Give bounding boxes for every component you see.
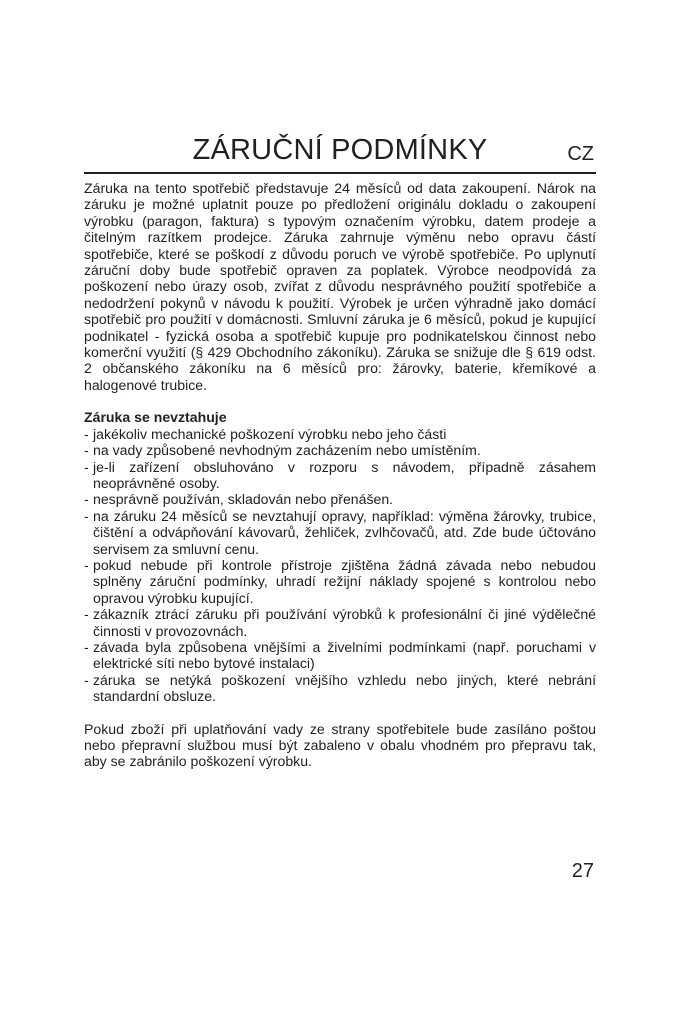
list-item bbox=[84, 426, 596, 442]
list-item bbox=[84, 639, 596, 672]
list-dash: - bbox=[84, 507, 89, 524]
list-item-text: nesprávně používán, skladován nebo přenášen. bbox=[93, 491, 394, 508]
page-number: 27 bbox=[571, 860, 594, 882]
title-divider bbox=[84, 172, 596, 174]
exclusions-list bbox=[84, 426, 596, 705]
list-item bbox=[84, 672, 596, 705]
list-dash: - bbox=[84, 671, 89, 688]
list-item-text: záruka se netýká poškození vnějšího vzhledu nebo jiných, které nebrání standardní obsluze. bbox=[93, 671, 596, 705]
paragraph-spacer bbox=[84, 393, 596, 409]
exclusions-heading: Záruka se nevztahuje bbox=[84, 409, 227, 426]
list-item-text: je-li zařízení obsluhováno v rozporu s návodem, případně zásahem neoprávněné osoby. bbox=[93, 458, 596, 491]
list-dash: - bbox=[84, 638, 89, 655]
warranty-content bbox=[84, 180, 596, 770]
list-dash: - bbox=[84, 606, 89, 623]
list-item-text: na záruku 24 měsíců se nevztahují opravy, například: výměna žárovky, trubice, čištění a odvápňování kávovarů, žehliček, zvlhčovačů, atd. Zde bude účtováno servisem za smluvní cenu. bbox=[93, 507, 596, 557]
list-item-text: pokud nebude při kontrole přístroje zjištěna žádná závada nebo nebudou splněny záruční podmínky, uhradí režijní náklady spojené s kontrolou nebo opravou výrobku kupující. bbox=[93, 556, 596, 606]
list-item bbox=[84, 491, 596, 507]
list-dash: - bbox=[84, 425, 89, 442]
list-item bbox=[84, 442, 596, 458]
language-code: CZ bbox=[567, 143, 594, 165]
list-dash: - bbox=[84, 556, 89, 573]
list-item-text: závada byla způsobena vnějšími a živelními podmínkami (např. poruchami v elektrické síti nebo bytové instalaci) bbox=[93, 638, 596, 672]
list-item-text: jakékoliv mechanické poškození výrobku nebo jeho části bbox=[93, 425, 447, 442]
list-item bbox=[84, 606, 596, 639]
page-title: ZÁRUČNÍ PODMÍNKY bbox=[192, 134, 488, 166]
list-dash: - bbox=[84, 491, 89, 508]
list-dash: - bbox=[84, 442, 89, 459]
list-item-text: zákazník ztrácí záruku při používání výrobků k profesionální či jiné výdělečné činnosti v provozovnách. bbox=[93, 606, 596, 639]
list-dash: - bbox=[84, 458, 89, 475]
list-item-text: na vady způsobené nevhodným zacházením nebo umístěním. bbox=[93, 442, 481, 459]
list-item bbox=[84, 459, 596, 492]
list-item bbox=[84, 557, 596, 606]
list-item bbox=[84, 508, 596, 557]
closing-paragraph: Pokud zboží při uplatňování vady ze strany spotřebitele bude zasíláno poštou nebo přepravní službou musí být zabaleno v obalu vhodném pro přepravu tak, aby se zabránilo poškození výrobku. bbox=[84, 720, 596, 770]
paragraph-spacer bbox=[84, 705, 596, 721]
intro-paragraph: Záruka na tento spotřebič představuje 24 měsíců od data zakoupení. Nárok na záruku je možné uplatnit pouze po předložení originálu dokladu o zakoupení výrobku (paragon, faktura) s typovým označením výrobku, datem prodeje a čitelným razítkem prodejce. Záruka zahrnuje výměnu nebo opravu částí spotřebiče, které se poškodí z důvodu poruch ve výrobě spotřebiče. Po uplynutí záruční doby bude spotřebič opraven za poplatek. Výrobce neodpovídá za poškození nebo úrazy osob, zvířat z důvodu nesprávného použití spotřebiče a nedodržení pokynů v návodu k použití. Výrobek je určen výhradně jako domácí spotřebič pro použití v domácnosti. Smluvní záruka je 6 měsíců, pokud je kupující podnikatel - fyzická osoba a spotřebič kupuje pro podnikatelskou činnost nebo komerční využití (§ 429 Obchodního zákoníku). Záruka se snižuje dle § 619 odst. 2 občanského zákoníku na 6 měsíců pro: žárovky, baterie, křemíkové a halogenové trubice. bbox=[84, 180, 596, 393]
